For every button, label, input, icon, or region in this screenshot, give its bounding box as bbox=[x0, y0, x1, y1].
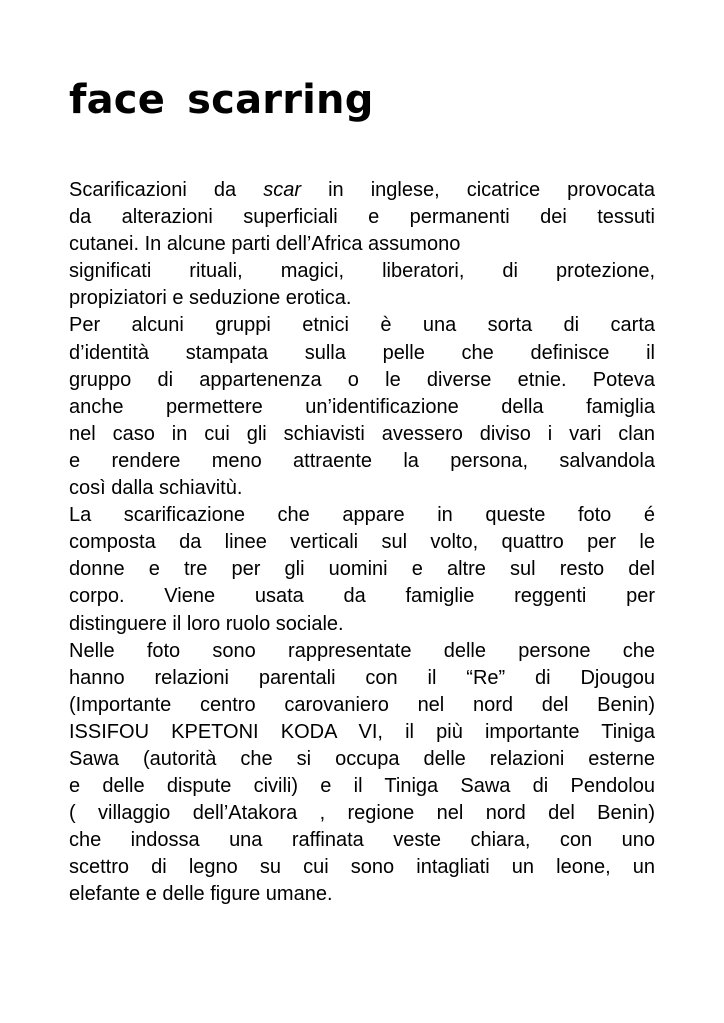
text-line bbox=[69, 312, 655, 339]
text-line bbox=[69, 394, 655, 421]
text-segment: che indossa una raffinata veste chiara, con uno bbox=[69, 829, 655, 852]
text-line bbox=[69, 611, 655, 638]
text-segment: da alterazioni superficiali e permanenti dei tessuti bbox=[69, 206, 655, 229]
text-segment: ( villaggio dell’Atakora , regione nel nord del Benin) bbox=[69, 802, 655, 825]
text-segment: Scarificazioni da bbox=[69, 179, 264, 201]
paragraph bbox=[69, 312, 655, 502]
text-line bbox=[69, 746, 655, 773]
text-segment: Nelle foto sono rappresentate delle persone che bbox=[69, 639, 655, 662]
paragraph bbox=[69, 502, 655, 637]
text-segment: anche permettere un’identificazione della famiglia bbox=[69, 395, 655, 418]
text-segment: propiziatori e seduzione erotica. bbox=[69, 287, 352, 310]
text-line bbox=[69, 719, 655, 746]
text-line bbox=[69, 881, 655, 908]
text-segment: distinguere il loro ruolo sociale. bbox=[69, 612, 344, 635]
text-segment: Per alcuni gruppi etnici è una sorta di carta bbox=[69, 314, 655, 337]
paragraph bbox=[69, 638, 655, 909]
text-line bbox=[69, 285, 655, 312]
text-segment: ISSIFOU KPETONI KODA VI, il più importante Tiniga bbox=[69, 720, 655, 743]
text-segment: donne e tre per gli uomini e altre sul resto del bbox=[69, 558, 655, 581]
text-line bbox=[69, 638, 655, 665]
text-line bbox=[69, 231, 655, 258]
text-segment: (Importante centro carovaniero nel nord del Benin) bbox=[69, 693, 655, 716]
text-line bbox=[69, 177, 655, 204]
paragraph bbox=[69, 177, 655, 312]
text-line bbox=[69, 692, 655, 719]
text-line bbox=[69, 665, 655, 692]
text-line bbox=[69, 340, 655, 367]
text-line bbox=[69, 529, 655, 556]
text-segment: corpo. Viene usata da famiglie reggenti per bbox=[69, 585, 655, 608]
text-segment: e delle dispute civili) e il Tiniga Sawa di Pendolou bbox=[69, 775, 655, 798]
text-line bbox=[69, 556, 655, 583]
text-line bbox=[69, 854, 655, 881]
text-segment: composta da linee verticali sul volto, quattro per le bbox=[69, 531, 655, 554]
text-line bbox=[69, 204, 655, 231]
italic-term: scar bbox=[263, 179, 302, 201]
page-title: face scarring bbox=[69, 77, 374, 123]
text-segment: cutanei. In alcune parti dell’Africa assumono bbox=[69, 233, 461, 256]
text-line bbox=[69, 421, 655, 448]
text-segment: elefante e delle figure umane. bbox=[69, 883, 333, 906]
text-segment: e rendere meno attraente la persona, salvandola bbox=[69, 449, 655, 472]
text-segment: gruppo di appartenenza o le diverse etnie. Poteva bbox=[69, 368, 655, 391]
text-segment: Sawa (autorità che si occupa delle relazioni esterne bbox=[69, 747, 655, 770]
text-segment: La scarificazione che appare in queste foto é bbox=[69, 504, 655, 527]
text-line bbox=[69, 367, 655, 394]
text-segment: d’identità stampata sulla pelle che definisce il bbox=[69, 341, 655, 364]
text-line bbox=[69, 827, 655, 854]
text-segment: così dalla schiavitù. bbox=[69, 477, 243, 500]
text-segment: significati rituali, magici, liberatori, di protezione, bbox=[69, 260, 655, 283]
text-segment: hanno relazioni parentali con il “Re” di Djougou bbox=[69, 666, 655, 689]
text-line bbox=[69, 475, 655, 502]
text-segment: scettro di legno su cui sono intagliati un leone, un bbox=[69, 856, 655, 879]
text-line bbox=[69, 583, 655, 610]
body-text bbox=[69, 177, 655, 909]
text-line bbox=[69, 502, 655, 529]
text-line bbox=[69, 448, 655, 475]
text-line bbox=[69, 800, 655, 827]
text-line bbox=[69, 773, 655, 800]
text-line bbox=[69, 258, 655, 285]
text-segment: in inglese, cicatrice provocata bbox=[301, 179, 655, 201]
text-segment: nel caso in cui gli schiavisti avessero diviso i vari clan bbox=[69, 422, 655, 445]
